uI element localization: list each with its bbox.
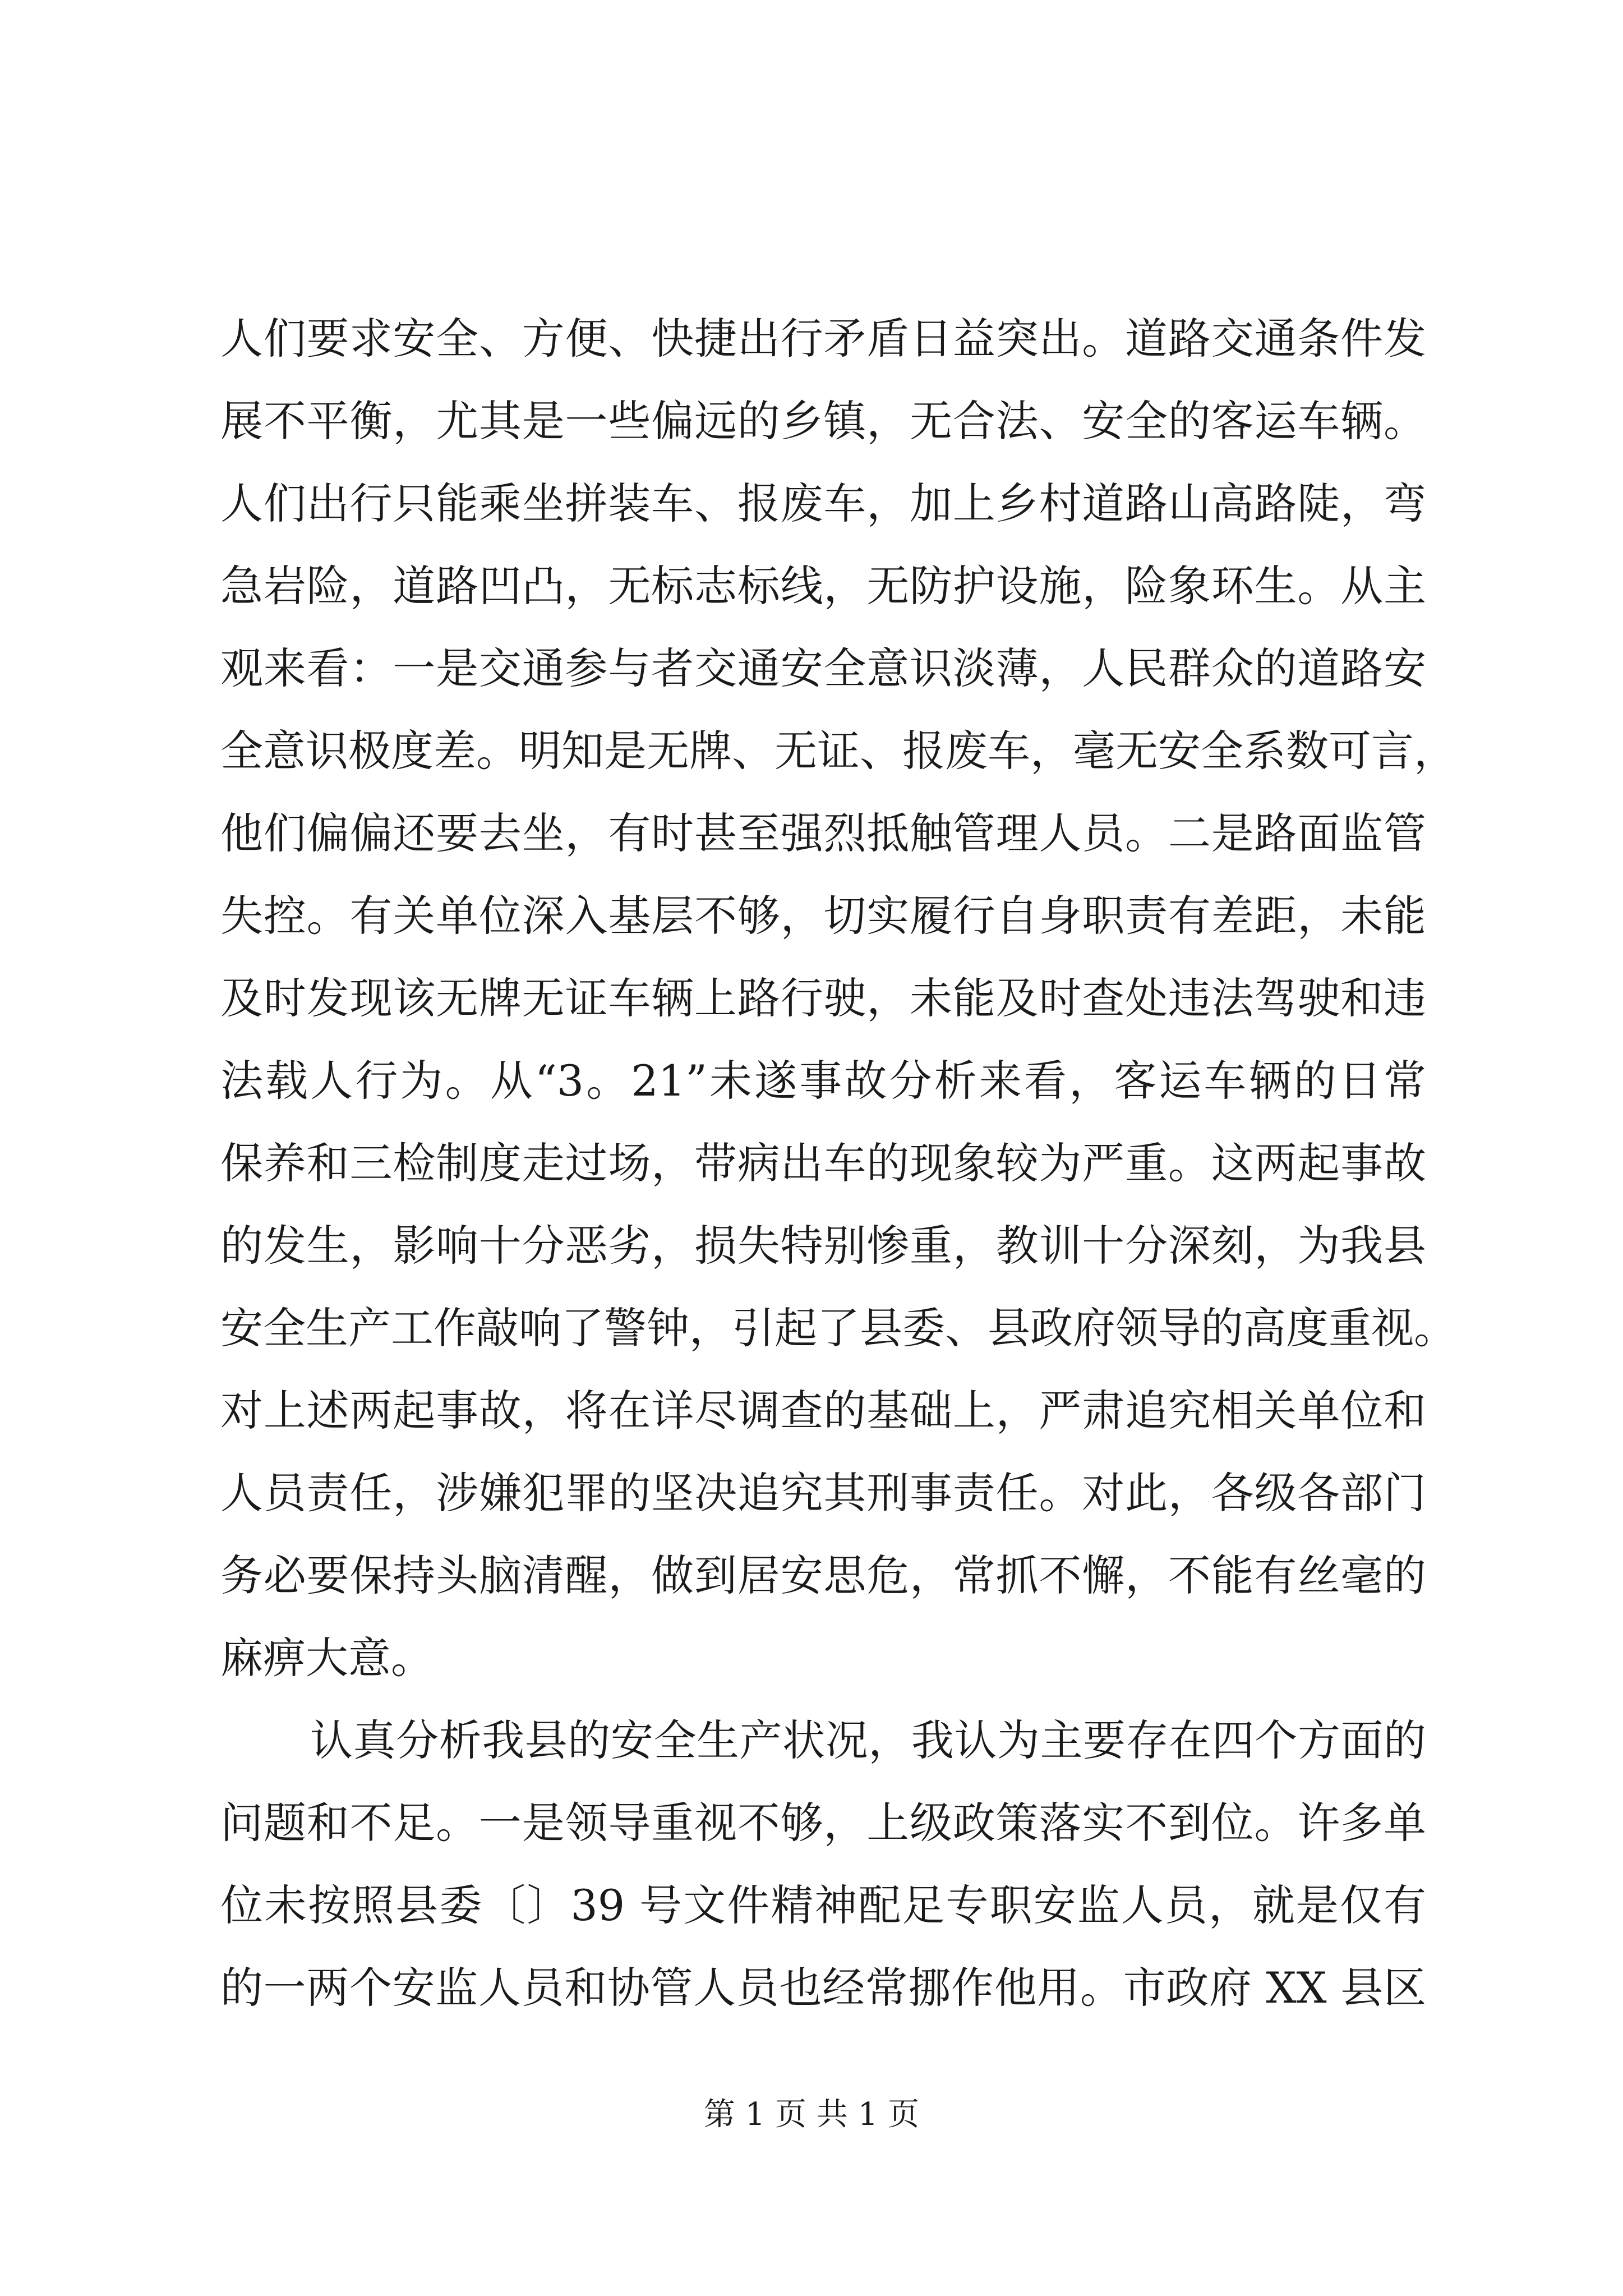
- text-line: 位未按照县委〔〕39 号文件精神配足专职安监人员，就是仅有: [220, 1880, 1426, 1930]
- text-line: 他们偏偏还要去坐，有时甚至强烈抵触管理人员。二是路面监管: [220, 808, 1426, 858]
- text-line: 展不平衡，尤其是一些偏远的乡镇，无合法、安全的客运车辆。: [220, 396, 1426, 446]
- text-line: 的一两个安监人员和协管人员也经常挪作他用。市政府 XX 县区: [220, 1963, 1426, 2013]
- text-line: 人们要求安全、方便、快捷出行矛盾日益突出。道路交通条件发: [220, 314, 1426, 364]
- text-line: 安全生产工作敲响了警钟，引起了县委、县政府领导的高度重视。: [220, 1303, 1456, 1353]
- text-line: 失控。有关单位深入基层不够，切实履行自身职责有差距，未能: [220, 891, 1426, 941]
- text-line: 全意识极度差。明知是无牌、无证、报废车，毫无安全系数可言，: [220, 726, 1456, 776]
- page-footer: 第 1 页 共 1 页: [703, 2096, 920, 2133]
- text-line: 问题和不足。一是领导重视不够，上级政策落实不到位。许多单: [220, 1798, 1426, 1848]
- text-line: 对上述两起事故，将在详尽调查的基础上，严肃追究相关单位和: [220, 1386, 1426, 1435]
- text-line: 观来看：一是交通参与者交通安全意识淡薄，人民群众的道路安: [220, 643, 1426, 693]
- body-text: [220, 297, 1456, 2029]
- text-line: 急岩险，道路凹凸，无标志标线，无防护设施，险象环生。从主: [220, 561, 1426, 611]
- text-line: 法载人行为。从“3。21”未遂事故分析来看，客运车辆的日常: [220, 1056, 1426, 1106]
- text-line: 及时发现该无牌无证车辆上路行驶，未能及时查处违法驾驶和违: [220, 973, 1426, 1023]
- text-line: 保养和三检制度走过场，带病出车的现象较为严重。这两起事故: [220, 1138, 1426, 1188]
- text-line: 务必要保持头脑清醒，做到居安思危，常抓不懈，不能有丝毫的: [220, 1550, 1426, 1600]
- text-line: 人们出行只能乘坐拼装车、报废车，加上乡村道路山高路陡，弯: [220, 478, 1426, 528]
- paragraph-start-line: 认真分析我县的安全生产状况，我认为主要存在四个方面的: [310, 1715, 1426, 1765]
- paragraph-end-line: 麻痹大意。: [220, 1633, 434, 1683]
- text-line: 人员责任，涉嫌犯罪的坚决追究其刑事责任。对此，各级各部门: [220, 1468, 1426, 1518]
- text-line: 的发生，影响十分恶劣，损失特别惨重，教训十分深刻，为我县: [220, 1221, 1426, 1271]
